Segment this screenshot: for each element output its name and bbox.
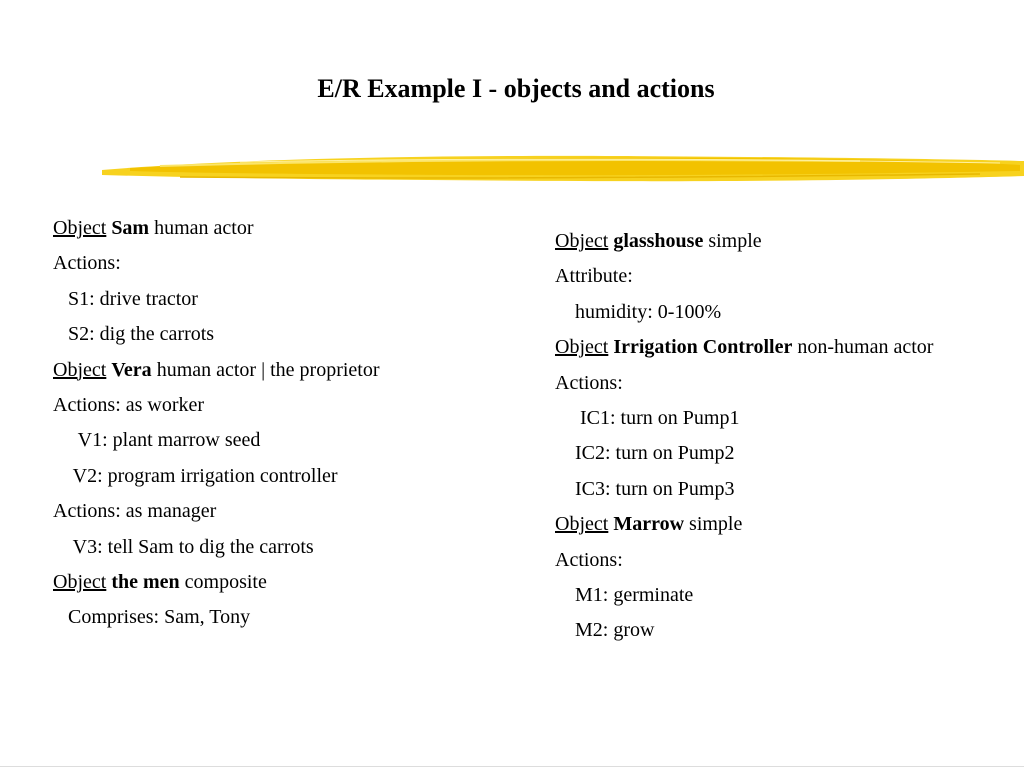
object-name: Sam	[111, 217, 150, 239]
object-desc: simple	[689, 513, 743, 536]
object-desc: non-human actor	[797, 336, 934, 359]
text-line: V3: tell Sam to dig the carrots	[53, 535, 314, 558]
object-line-the-men	[53, 565, 380, 600]
text-line: Actions:	[53, 252, 121, 275]
text-line: IC3: turn on Pump3	[555, 477, 735, 500]
object-keyword: Object	[53, 358, 107, 381]
text-line: Comprises: Sam, Tony	[53, 606, 251, 629]
object-name: the men	[111, 570, 180, 593]
text-line: M2: grow	[555, 619, 655, 642]
object-name: glasshouse	[613, 230, 704, 252]
text-line: Actions:	[555, 548, 623, 571]
text-line: Attribute:	[555, 265, 633, 288]
text-line: S1: drive tractor	[53, 287, 198, 310]
text-line: Actions: as worker	[53, 393, 205, 416]
object-desc: simple	[708, 230, 762, 252]
left-column	[53, 211, 380, 636]
object-name: Marrow	[613, 513, 685, 536]
object-keyword: Object	[53, 570, 107, 593]
text-line: Actions: as manager	[53, 500, 217, 523]
object-name: Vera	[111, 358, 152, 381]
object-line-vera	[53, 353, 380, 388]
text-line: IC1: turn on Pump1	[555, 406, 740, 429]
text-line: M1: germinate	[555, 583, 694, 606]
text-line: V1: plant marrow seed	[53, 429, 261, 452]
text-line: S2: dig the carrots	[53, 323, 215, 346]
object-desc: human actor	[154, 217, 254, 239]
text-line: V2: program irrigation controller	[53, 464, 338, 487]
object-keyword: Object	[555, 336, 609, 359]
yellow-brush-stroke-divider	[100, 146, 1024, 188]
object-keyword: Object	[555, 230, 609, 252]
object-line-marrow	[555, 507, 933, 542]
object-line-irrigation-controller	[555, 330, 933, 365]
object-line-glasshouse	[555, 224, 933, 259]
object-desc: human actor | the proprietor	[156, 358, 380, 381]
right-column	[555, 224, 933, 649]
object-desc: composite	[184, 570, 267, 593]
text-line: IC2: turn on Pump2	[555, 442, 735, 465]
text-line: humidity: 0-100%	[555, 300, 722, 323]
object-keyword: Object	[53, 217, 107, 239]
object-name: Irrigation Controller	[613, 336, 793, 359]
object-line-sam	[53, 211, 380, 246]
slide-title: E/R Example I - objects and actions	[317, 74, 715, 103]
object-keyword: Object	[555, 513, 609, 536]
text-line: Actions:	[555, 371, 623, 394]
footer-divider	[0, 766, 1024, 767]
